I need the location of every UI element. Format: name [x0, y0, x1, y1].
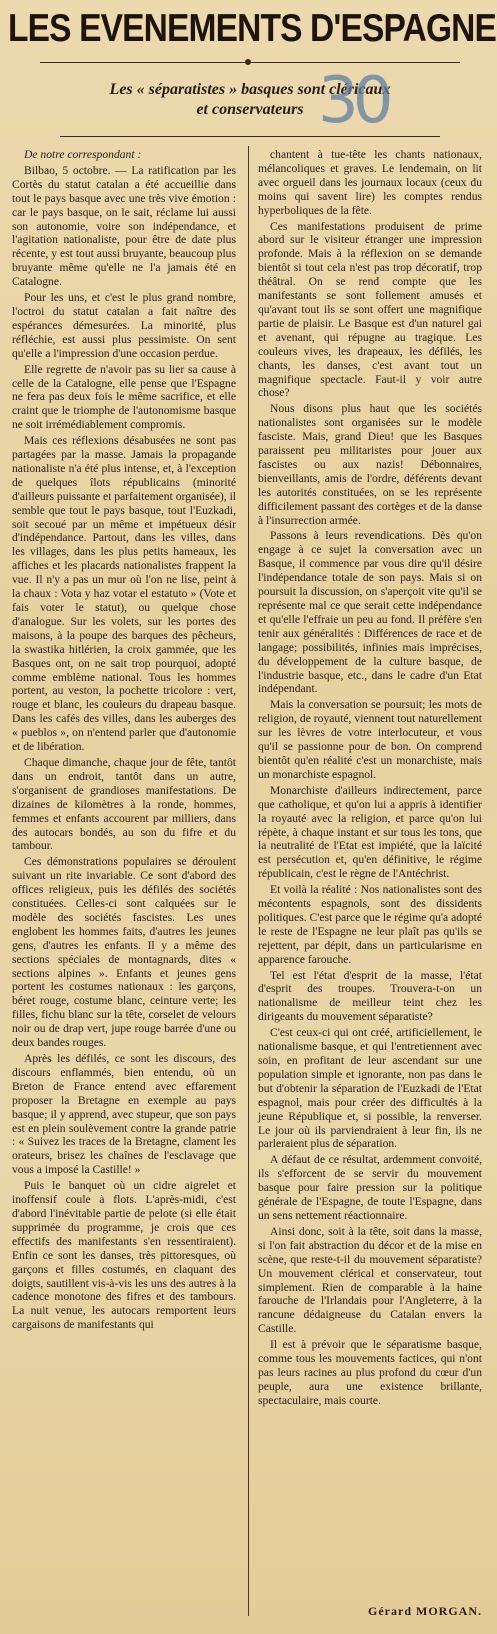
paragraph: Après les défilés, ce sont les discours, des discours enflammés, bien entendu, où un Breton de France entend avec effarement proposer la Bretagne en exemple au pays basque; il y apprend, avec stupeur, que son pays est en plein soulèvement contre la grande patrie : « Suivez les traces de la Bretagne, clament les orateurs, brisez les chaînes de l'esclavage que vous a imposé la Castille! »	[12, 1052, 236, 1177]
paragraph: Chaque dimanche, chaque jour de fête, tantôt dans un endroit, tantôt dans un autre, s'organisent de grandioses manifestations. De dizaines de kilomètres à la ronde, hommes, femmes et enfants accourent par milliers, dans des autocars bondés, au son du fifre et du tambour.	[12, 755, 236, 853]
left-column	[12, 148, 236, 1334]
paragraph: Puis le banquet où un cidre aigrelet et inoffensif coule à flots. L'après-midi, c'est d'abord l'inévitable partie de pelote (si elle était supprimée du programme, je crois que ces effectifs des manifestants s'en ressentiraient). Enfin ce sont les danses, très pittoresques, où garçons et filles costumés, en claquant des doigts, sautillent vis-à-vis les uns des autres à la cadence monotone des fifres et des tambours. La nuit venue, les autocars remportent leurs cargaisons de manifestants qui	[12, 1179, 236, 1332]
subheadline-line-1: Les « séparatistes » basques sont cléricaux	[109, 81, 391, 98]
paragraph: Ces démonstrations populaires se déroulent suivant un rite invariable. Ce sont d'abord des offices religieux, puis les défilés des sociétés constituées. Celles-ci sont calquées sur le modèle des sociétés fascistes. Les unes englobent les hommes faits, d'autres les jeunes gens, d'autres les enfants. Il y a même des sections spéciales de montagnards, dites « sections alpines ». Enfants et jeunes gens portent les costumes nationaux : les garçons, béret rouge, costume blanc, ceinture verte; les filles, fichu blanc sur la tête, corselet de velours noir ou de drap vert, jupe rouge barrée d'une ou deux bandes rouges.	[12, 855, 236, 1050]
paragraph: A défaut de ce résultat, ardemment convoité, ils s'efforcent de se servir du mouvement basque pour faire pression sur la politique générale de l'Espagne, de toute l'Espagne, dans un sens nettement réactionnaire.	[258, 1153, 482, 1222]
right-column	[258, 148, 482, 1410]
paragraph: Nous disons plus haut que les sociétés nationalistes sont organisées sur le modèle fasciste. Mais, grand Dieu! que les Basques paraissent peu militaristes pour jouer aux fascistes ou aux nazis! Débonnaires, bienveillants, amis de l'ordre, déférents devant les autorités constituées, on se les représente difficilement passant des cortèges et de la danse à l'insurrection armée.	[258, 402, 482, 527]
paragraph: Ces manifestations produisent de prime abord sur le visiteur étranger une impression profonde. Mais à la réflexion on se demande bientôt si tout cela n'est pas trop décoratif, trop théâtral. On se rend compte que les manifestants se sont follement amusés et qu'avant tout ils se sont offert une magnifique partie de plaisir. Le Basque est d'un naturel gai et avenant, qui répugne au tragique. Les couleurs vives, les drapeaux, les défilés, les chants, les danses, c'est avant tout un magnifique spectacle. Faut-il y voir autre chose?	[258, 219, 482, 400]
headline: LES EVENEMENTS D'ESPAGNE	[8, 7, 497, 50]
rule-ornament	[245, 59, 251, 65]
subhead-rule	[60, 136, 440, 137]
column-divider	[248, 146, 249, 1616]
paragraph: chantent à tue-tête les chants nationaux, mélancoliques et graves. Le lendemain, on lit avec orgueil dans les journaux locaux (ceux du moins qui savent lire) les comptes rendus hyperboliques de la fête.	[258, 148, 482, 217]
byline: De notre correspondant :	[24, 148, 142, 161]
paragraph: Elle regrette de n'avoir pas su lier sa cause à celle de la Catalogne, elle pense que l'Espagne ne fera pas deux fois le même sacrifice, et elle craint que le triomphe de l'autonomisme basque ne soit irrémédiablement compromis.	[12, 362, 236, 432]
paragraph: Bilbao, 5 octobre. — La ratification par les Cortès du statut catalan a été accueillie dans tout le pays basque avec une très vive émotion : car le pays basque, on le sait, réclame lui aussi son autonomie, voire son indépendance, et l'agitation nationaliste, pour être de date plus récente, y est tout aussi bruyante, beaucoup plus bruyante même qu'elle ne l'a jamais été en Catalogne.	[12, 163, 236, 289]
paragraph: Il est à prévoir que le séparatisme basque, comme tous les mouvements factices, qui n'ont pas leurs racines au plus profond du cœur d'un peuple, aura une existence brillante, spectaculaire, mais courte.	[258, 1338, 482, 1407]
paragraph: C'est ceux-ci qui ont créé, artificiellement, le nationalisme basque, et qui l'entretiennent avec soin, en profitant de leur ascendant sur une population simple et ignorante, non pas dans le but d'obtenir la séparation de l'Euzkadi de l'Etat espagnol, mais pour créer des difficultés à la jeune République et, si possible, la renverser. Le jour où ils parviendraient à leur fin, ils ne parleraient plus de séparation.	[258, 1026, 482, 1151]
author-signature: Gérard MORGAN.	[368, 1604, 482, 1618]
subheadline-line-2: et conservateurs	[196, 101, 304, 118]
pencil-annotation: 30	[318, 64, 388, 138]
paragraph: Ainsi donc, soit à la tête, soit dans la masse, si l'on fait abstraction du décor et de la mise en scène, que reste-t-il du mouvement séparatiste? Un mouvement clérical et conservateur, tout simplement. Rien de comparable à la haine farouche de l'Irlandais pour l'Angleterre, à la rancune dédaigneuse du Catalan envers la Castille.	[258, 1224, 482, 1336]
paragraph: Passons à leurs revendications. Dès qu'on engage à ce sujet la conversation avec un Basque, il commence par vous dire qu'il désire l'indépendance totale de son pays. Mais si on poursuit la discussion, on s'aperçoit vite qu'il se représente mal ce que serait cette indépendance et qu'elle l'effraie un peu au fond. Il préfère s'en tenir aux généralités : Différences de race et de langage; possibilités, infinies mais imprécises, du développement de la culture basque, de l'industrie basque, etc., dans le cadre d'un Etat indépendant.	[258, 529, 482, 696]
paragraph: Et voilà la réalité : Nos nationalistes sont des mécontents espagnols, sont des dissidents politiques. C'est parce que le régime qu'a adopté le reste de l'Espagne ne leur plaît pas qu'ils se rejettent, par dépit, dans un particularisme en apparence farouche.	[258, 883, 482, 966]
paragraph: Mais ces réflexions désabusées ne sont pas partagées par la masse. Jamais la propagande nationaliste n'a été plus intense, et, à l'exception de quelques îlots républicains (minorité d'ailleurs puissante et parfaitement organisée), il semble que tout le pays basque, tout l'Euzkadi, soit secoué par un même et impétueux désir d'indépendance. Partout, dans les villes, dans les villages, dans les plus petits hameaux, les affiches et les placards nationalistes frappent la vue. Il n'y a pas un mur où l'on ne lise, peint à la chaux : Vota y haz votar el estatuto » (Vote et fais voter le statut), ou quelque chose d'analogue. Sur les volets, sur les portes des maisons, à la poupe des barques des pêcheurs, la swastika hitlérien, la croix gammée, que les Basques ont, on ne sait trop pourquoi, adopté comme emblème national. Tous les hommes portent, au veston, la pochette tricolore : vert, rouge et blanc, les couleurs du drapeau basque. Dans les cafés des villes, dans les auberges des « pueblos », on n'entend parler que d'autonomie et de libération.	[12, 434, 237, 754]
paragraph: Mais la conversation se poursuit; les mots de religion, de royauté, viennent tout naturellement sur les lèvres de votre interlocuteur, et vous qu'il se passionne pour de bon. On comprend bientôt qu'en réalité c'est un monarchiste, mais un monarchiste espagnol.	[258, 698, 482, 781]
paragraph: Pour les uns, et c'est le plus grand nombre, l'octroi du statut catalan a fait naître des espérances démesurées. La minorité, plus réfléchie, est aussi plus pessimiste. On sent qu'elle a l'impression d'une occasion perdue.	[12, 291, 236, 360]
paragraph: Monarchiste d'ailleurs indirectement, parce que catholique, et qu'on lui a appris à identifier la royauté avec la religion, et parce qu'on lui répète, à chaque instant et sur tous les tons, que la neutralité de l'Etat est impiété, que la laïcité est persécution et, qu'en définitive, le régime républicain, c'est le règne de l'Antéchrist.	[258, 783, 482, 881]
paragraph: Tel est l'état d'esprit de la masse, l'état d'esprit des troupes. Trouvera-t-on un nationalisme de meilleur teint chez les dirigeants du mouvement séparatiste?	[258, 968, 482, 1024]
